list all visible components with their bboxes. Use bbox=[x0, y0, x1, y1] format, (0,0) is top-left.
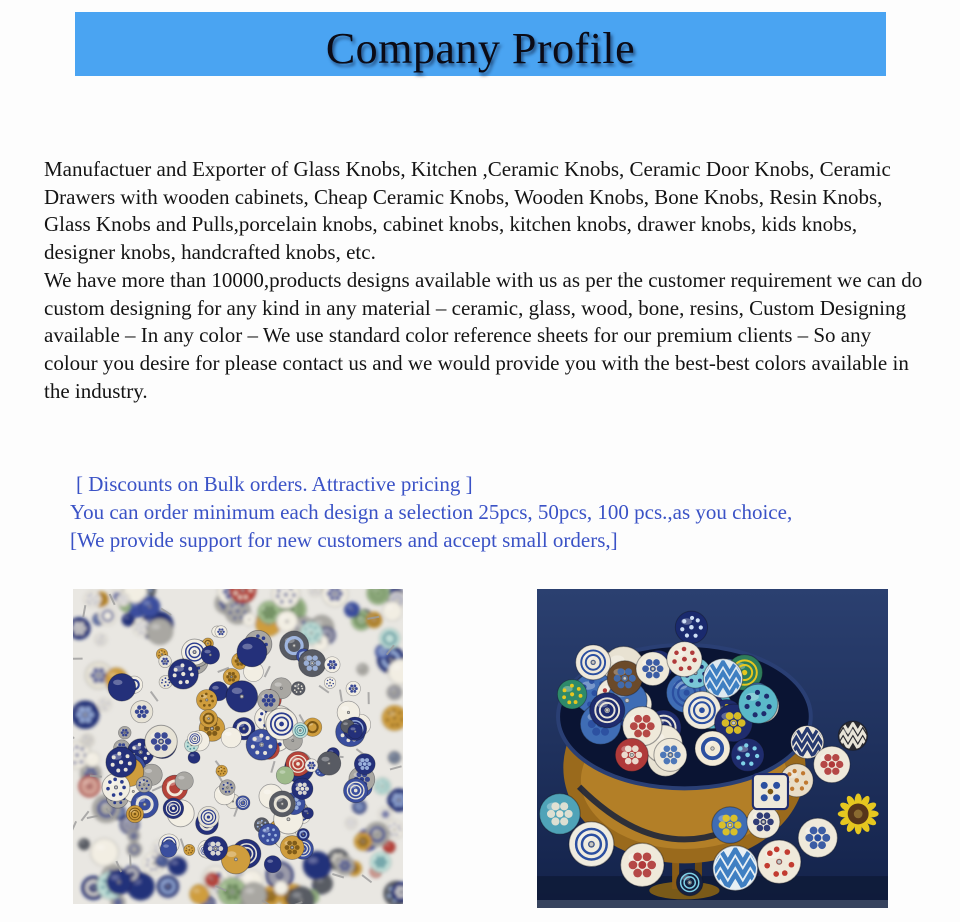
page-title: Company Profile bbox=[325, 24, 636, 73]
knobs-pile-illustration bbox=[73, 589, 403, 904]
offer-line-minimum-order: You can order minimum each design a selection 25pcs, 50pcs, 100 pcs.,as you choice, bbox=[70, 500, 793, 525]
photo-knobs-bowl bbox=[537, 589, 888, 908]
offer-line-discounts: [ Discounts on Bulk orders. Attractive pricing ] bbox=[76, 472, 473, 496]
description-paragraph-products: Manufactuer and Exporter of Glass Knobs, Kitchen ,Ceramic Knobs, Ceramic Door Knobs, Ceramic Drawers with wooden cabinets, Cheap Ceramic Knobs, Wooden Knobs, Bone Knobs, Resin Knobs, Glass Knobs and Pulls,porcelain knobs, cabinet knobs, kitchen knobs, drawer knobs, kids knobs, designer knobs, handcrafted knobs, etc. bbox=[44, 157, 891, 265]
offer-line-small-orders: [We provide support for new customers and accept small orders,] bbox=[70, 528, 618, 553]
photo-knobs-pile bbox=[73, 589, 403, 904]
description-paragraph-designs: We have more than 10000,products designs available with us as per the customer requirement we can do custom designing for any kind in any material – ceramic, glass, wood, bone, resins, Custom Designing available – In any color – We use standard color reference sheets for our premium clients – So any colour you desire for please contact us and we would provide you with the best-best colors available in the industry. bbox=[44, 267, 923, 403]
page-header-banner bbox=[75, 12, 886, 76]
knobs-bowl-illustration bbox=[537, 589, 888, 908]
bulk-order-offers bbox=[70, 470, 932, 554]
company-description bbox=[44, 156, 928, 405]
